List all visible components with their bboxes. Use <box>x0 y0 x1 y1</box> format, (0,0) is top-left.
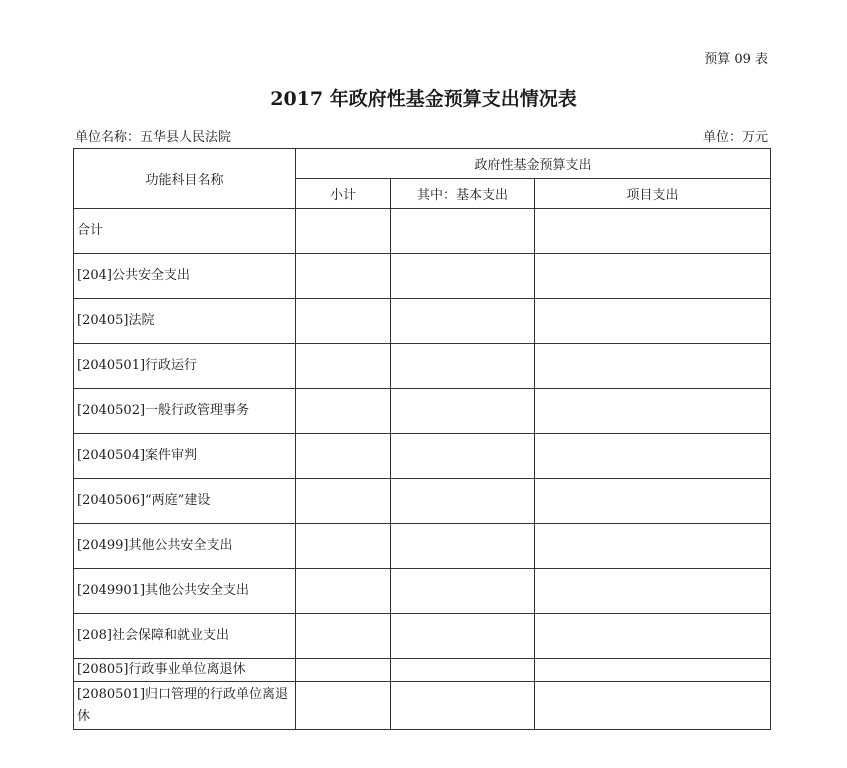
cell-basic <box>391 389 535 434</box>
cell-project <box>535 682 771 730</box>
cell-basic <box>391 682 535 730</box>
table-row <box>74 682 771 730</box>
cell-subtotal <box>296 682 391 730</box>
cell-basic <box>391 524 535 569</box>
table-row <box>74 299 771 344</box>
table-row <box>74 389 771 434</box>
row-label: [2040504]案件审判 <box>74 434 296 479</box>
cell-basic <box>391 344 535 389</box>
cell-project <box>535 479 771 524</box>
cell-subtotal <box>296 569 391 614</box>
form-number: 预算 09 表 <box>704 52 768 67</box>
table-row <box>74 614 771 659</box>
cell-subtotal <box>296 479 391 524</box>
row-label: [20499]其他公共安全支出 <box>74 524 296 569</box>
cell-subtotal <box>296 524 391 569</box>
row-label: [20405]法院 <box>74 299 296 344</box>
table-row <box>74 344 771 389</box>
table-row <box>74 434 771 479</box>
currency-unit: 单位：万元 <box>702 130 768 145</box>
cell-subtotal <box>296 434 391 479</box>
cell-project <box>535 524 771 569</box>
unit-name: 单位名称：五华县人民法院 <box>75 130 232 145</box>
row-label: [204]公共安全支出 <box>74 254 296 299</box>
cell-subtotal <box>296 209 391 254</box>
budget-table <box>73 148 771 730</box>
cell-project <box>535 209 771 254</box>
table-row <box>74 524 771 569</box>
cell-basic <box>391 614 535 659</box>
cell-project <box>535 389 771 434</box>
cell-subtotal <box>296 344 391 389</box>
cell-project <box>535 254 771 299</box>
cell-basic <box>391 479 535 524</box>
table-header-row <box>74 149 771 179</box>
cell-subtotal <box>296 299 391 344</box>
row-label: [2049901]其他公共安全支出 <box>74 569 296 614</box>
column-header-basic: 其中：基本支出 <box>391 179 535 209</box>
cell-basic <box>391 254 535 299</box>
row-label: [2040506]“两庭”建设 <box>74 479 296 524</box>
document-title: 2017 年政府性基金预算支出情况表 <box>270 88 577 110</box>
table-row <box>74 254 771 299</box>
table-row <box>74 209 771 254</box>
table-row <box>74 569 771 614</box>
cell-basic <box>391 659 535 682</box>
row-label: 合计 <box>74 209 296 254</box>
row-label: [208]社会保障和就业支出 <box>74 614 296 659</box>
cell-subtotal <box>296 389 391 434</box>
row-label: [2040501]行政运行 <box>74 344 296 389</box>
column-header-group: 政府性基金预算支出 <box>296 149 771 179</box>
cell-subtotal <box>296 659 391 682</box>
row-label: [2040502]一般行政管理事务 <box>74 389 296 434</box>
cell-project <box>535 614 771 659</box>
cell-basic <box>391 299 535 344</box>
cell-subtotal <box>296 614 391 659</box>
cell-project <box>535 299 771 344</box>
cell-basic <box>391 209 535 254</box>
row-label: [20805]行政事业单位离退休 <box>74 659 296 682</box>
column-header-project: 项目支出 <box>535 179 771 209</box>
cell-project <box>535 569 771 614</box>
cell-project <box>535 659 771 682</box>
column-header-subtotal: 小计 <box>296 179 391 209</box>
table-row <box>74 479 771 524</box>
cell-project <box>535 344 771 389</box>
column-header-function: 功能科目名称 <box>74 149 296 209</box>
cell-subtotal <box>296 254 391 299</box>
cell-project <box>535 434 771 479</box>
table-row <box>74 659 771 682</box>
cell-basic <box>391 434 535 479</box>
cell-basic <box>391 569 535 614</box>
row-label: [2080501]归口管理的行政单位离退休 <box>74 682 296 730</box>
